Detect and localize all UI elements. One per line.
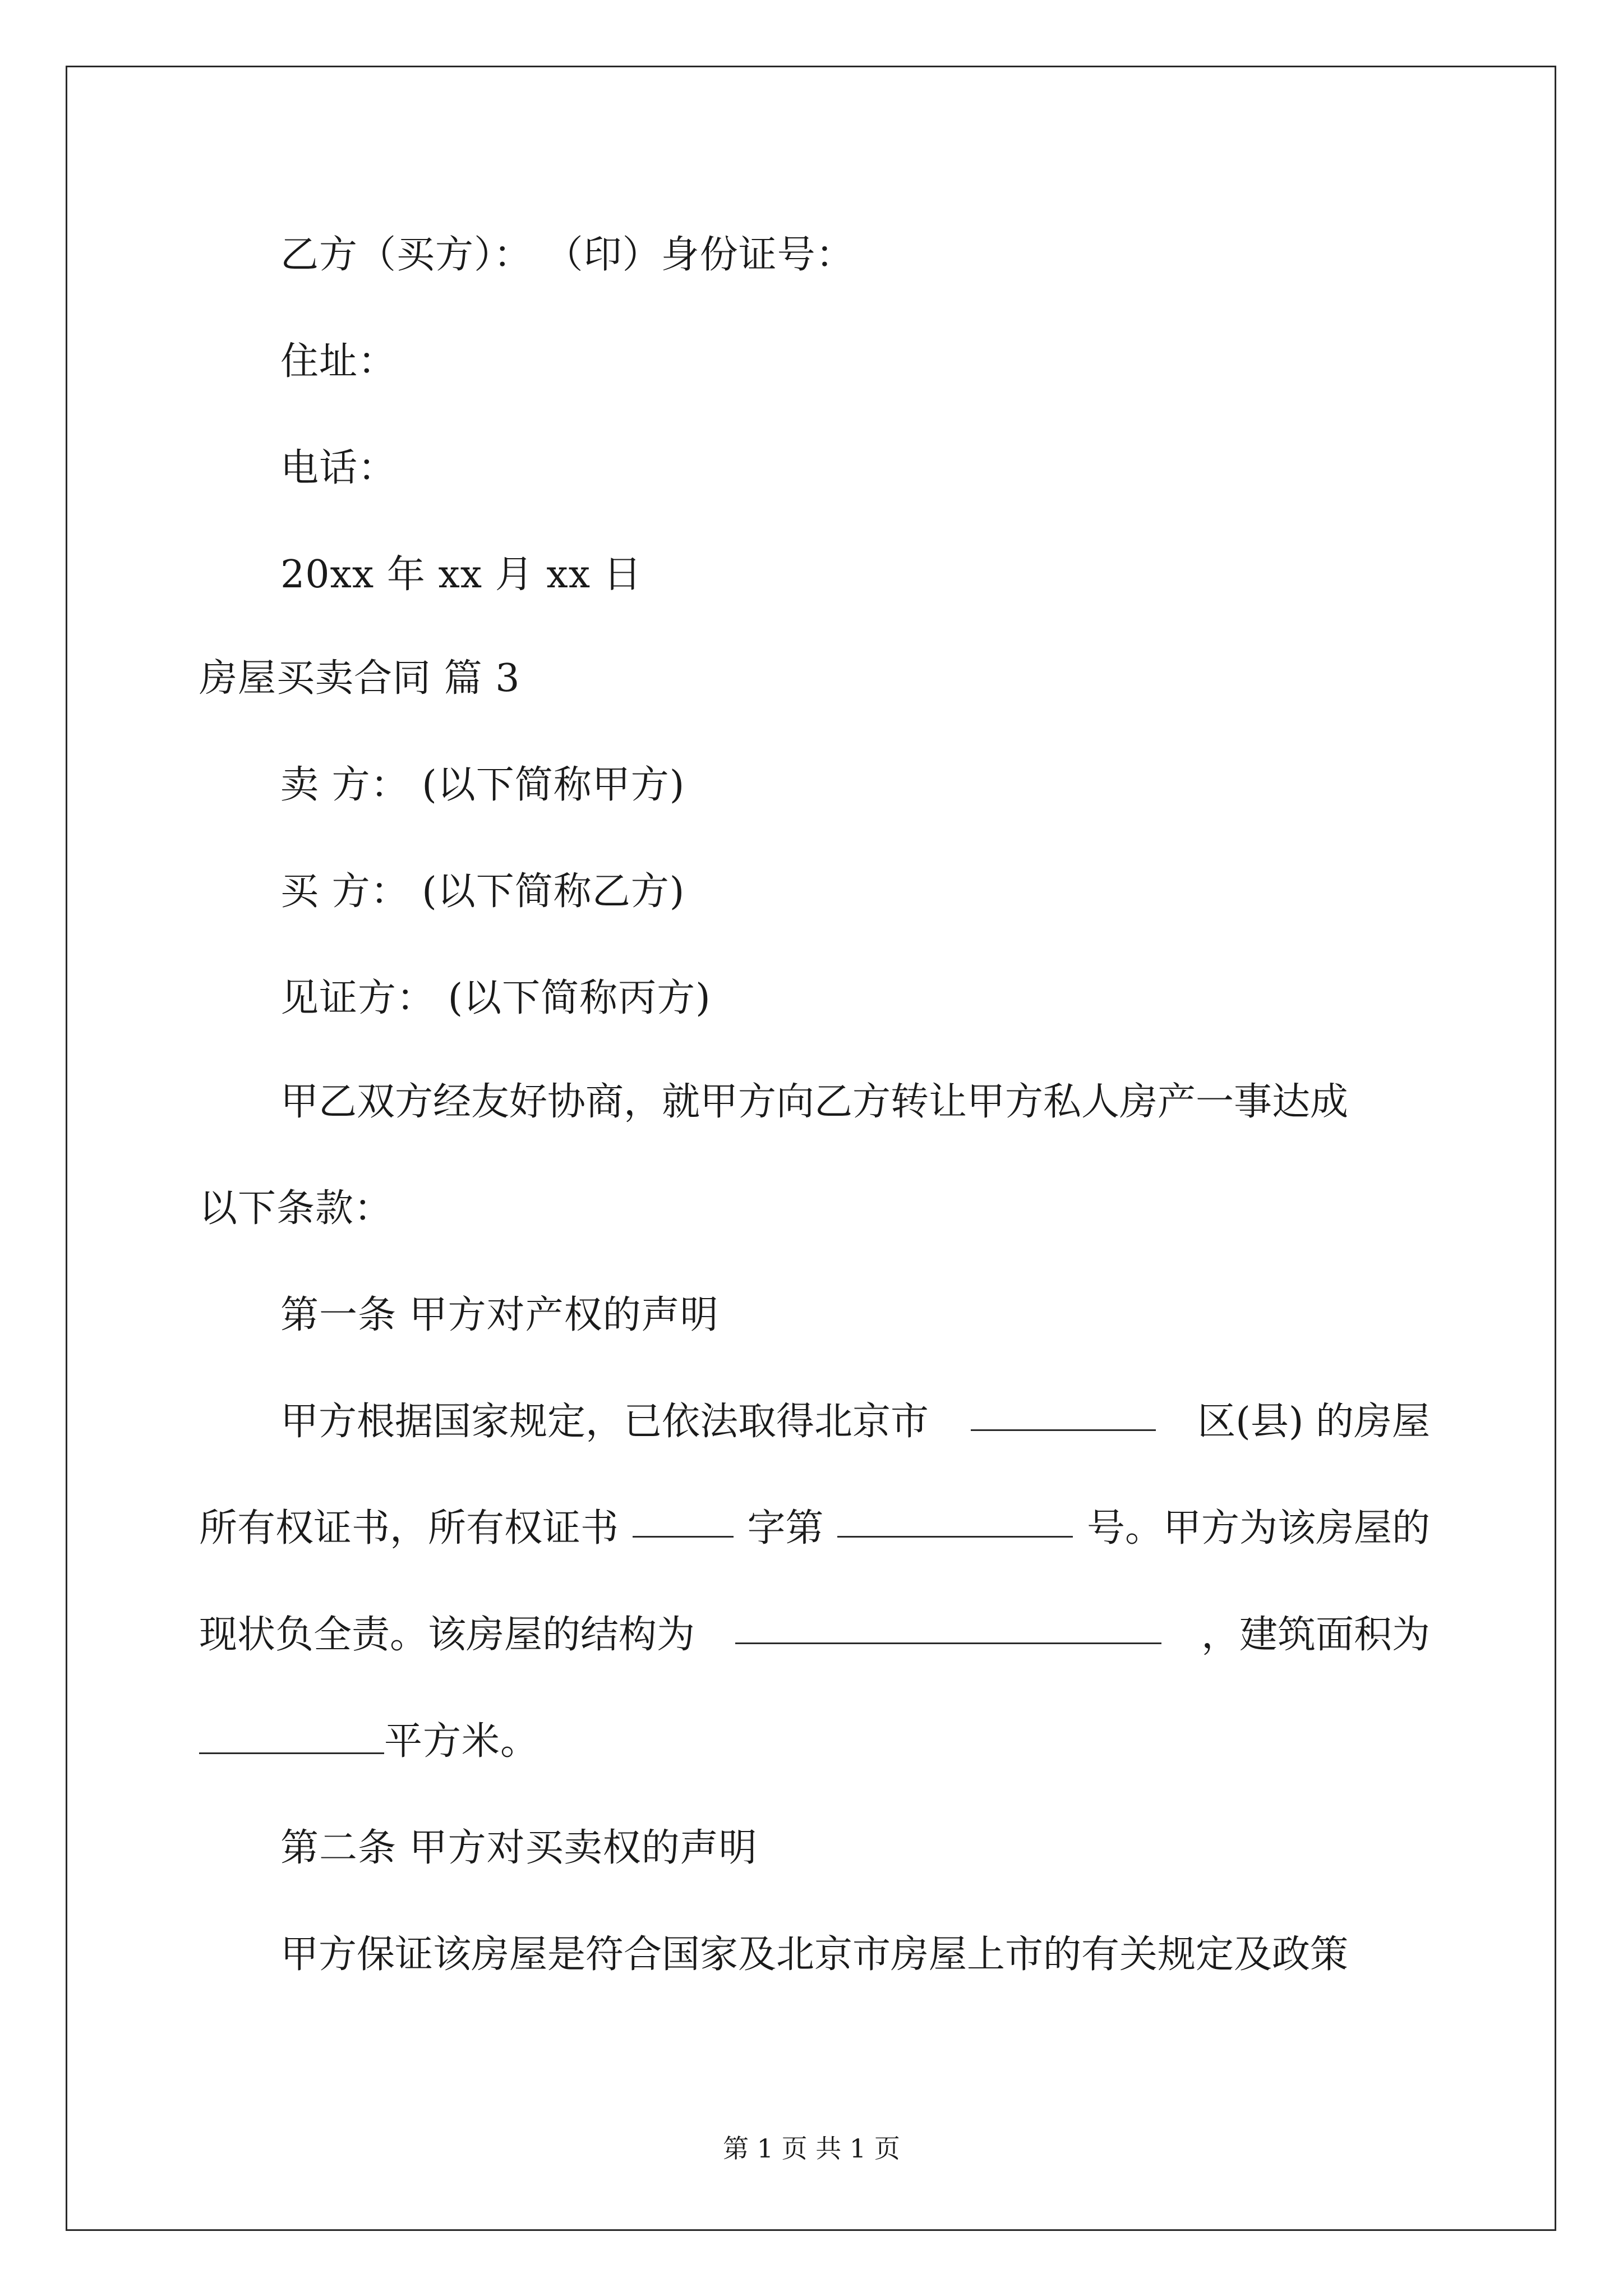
intro-paragraph-line-2: 以下条款： bbox=[199, 1186, 393, 1231]
article1-line-4 bbox=[199, 1717, 539, 1767]
witness-line: 见证方： (以下简称丙方) bbox=[280, 976, 711, 1020]
intro-paragraph-line-1 bbox=[280, 1077, 1430, 1128]
article1-text-4: 平方米。 bbox=[384, 1719, 540, 1764]
certificate-prefix-blank bbox=[633, 1503, 734, 1538]
article1-line-1 bbox=[280, 1397, 1430, 1447]
area-blank bbox=[199, 1720, 384, 1754]
article1-title: 第一条 甲方对产权的声明 bbox=[280, 1293, 719, 1337]
article2-line-1 bbox=[280, 1930, 1430, 1980]
structure-blank bbox=[735, 1610, 1161, 1644]
article1-text-2c: 号。甲方为该房屋的 bbox=[1086, 1506, 1430, 1550]
article1-text-1a: 甲方根据国家规定，已依法取得北京市 bbox=[280, 1400, 929, 1444]
article1-text-1b: 区(县) 的房屋 bbox=[1197, 1400, 1430, 1444]
seller-line: 卖 方： (以下简称甲方) bbox=[280, 763, 685, 807]
section-heading: 房屋买卖合同 篇 3 bbox=[199, 656, 520, 701]
page-border bbox=[66, 66, 1556, 2231]
article1-text-3a: 现状负全责。该房屋的结构为 bbox=[199, 1613, 695, 1657]
address-line: 住址： bbox=[280, 339, 397, 384]
article1-text-2a: 所有权证书，所有权证书 bbox=[199, 1506, 619, 1550]
district-blank bbox=[971, 1397, 1156, 1431]
article1-text-2b: 字第 bbox=[747, 1506, 824, 1550]
article2-title: 第二条 甲方对买卖权的声明 bbox=[280, 1826, 758, 1870]
article1-line-3 bbox=[199, 1610, 1430, 1660]
article1-line-2 bbox=[199, 1503, 1430, 1554]
page-footer: 第 1 页 共 1 页 bbox=[723, 2133, 900, 2164]
intro-text-1: 甲乙双方经友好协商，就甲方向乙方转让甲方私人房产一事达成 bbox=[280, 1080, 1349, 1124]
buyer-party-line: 乙方（买方）： （印）身份证号： bbox=[280, 233, 855, 277]
certificate-number-blank bbox=[837, 1503, 1073, 1538]
buyer-line: 买 方： (以下简称乙方) bbox=[280, 869, 685, 914]
phone-line: 电话： bbox=[280, 446, 397, 490]
date-line: 20xx 年 xx 月 xx 日 bbox=[280, 553, 642, 597]
article2-text-1: 甲方保证该房屋是符合国家及北京市房屋上市的有关规定及政策 bbox=[280, 1932, 1349, 1977]
article1-text-3b: ，建筑面积为 bbox=[1201, 1613, 1430, 1657]
